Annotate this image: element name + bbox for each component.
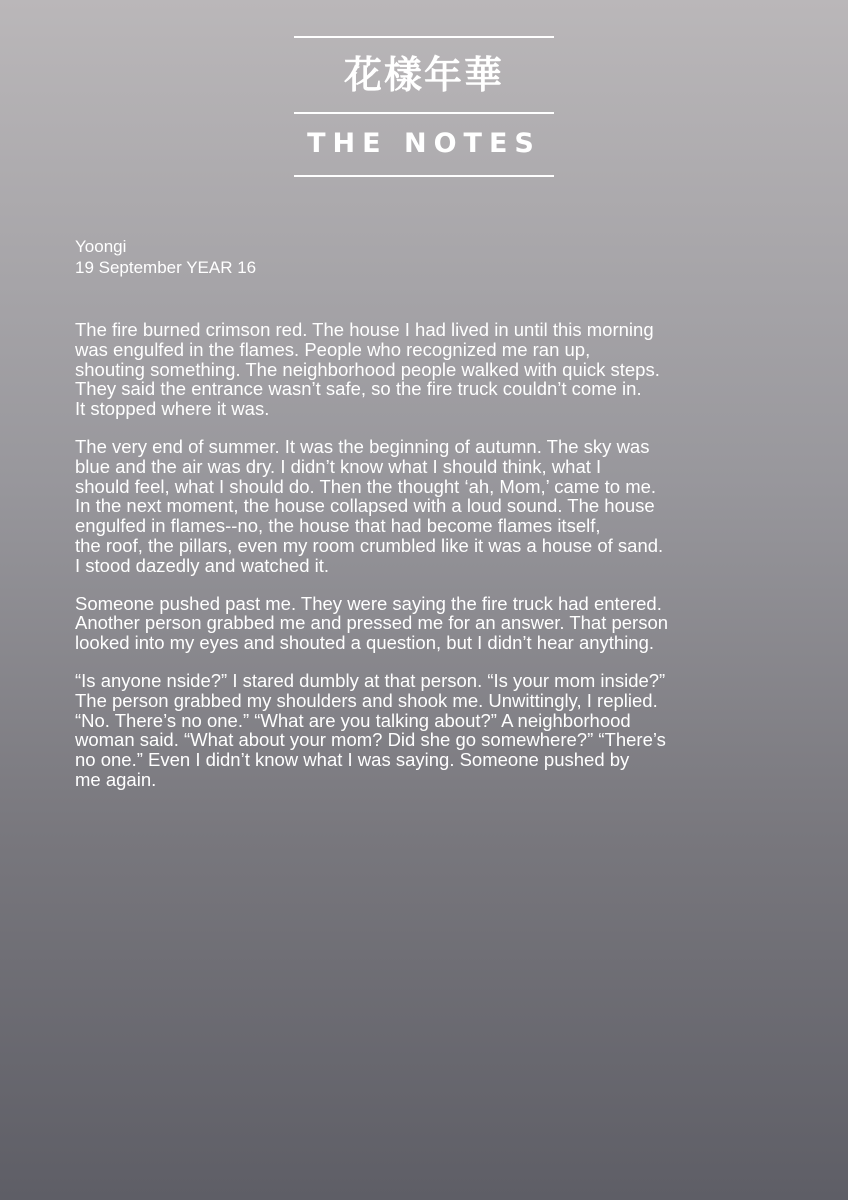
paragraph xyxy=(75,594,815,653)
text-line: It stopped where it was. xyxy=(75,398,270,420)
text-line: Someone pushed past me. They were saying the fire truck had entered. xyxy=(75,592,662,614)
paragraph xyxy=(75,671,815,790)
text-line: “Is anyone nside?” I stared dumbly at that person. “Is your mom inside?” xyxy=(75,669,666,691)
notes-subtitle: THE NOTES xyxy=(307,128,541,159)
text-line: engulfed in flames--no, the house that had become flames itself, xyxy=(75,515,601,537)
text-line: no one.” Even I didn’t know what I was saying. Someone pushed by xyxy=(75,749,630,771)
middle-divider xyxy=(294,112,554,114)
text-line: should feel, what I should do. Then the thought ‘ah, Mom,’ came to me. xyxy=(75,475,657,497)
notes-header xyxy=(294,36,554,178)
text-line: The person grabbed my shoulders and shook me. Unwittingly, I replied. xyxy=(75,689,658,711)
text-line: I stood dazedly and watched it. xyxy=(75,554,330,576)
text-line: Another person grabbed me and pressed me for an answer. That person xyxy=(75,612,669,634)
text-line: the roof, the pillars, even my room crumbled like it was a house of sand. xyxy=(75,534,664,556)
top-divider xyxy=(294,36,554,38)
text-line: They said the entrance wasn’t safe, so the fire truck couldn’t come in. xyxy=(75,378,642,400)
note-body xyxy=(75,320,815,808)
text-line: “No. There’s no one.” “What are you talking about?” A neighborhood xyxy=(75,709,631,731)
text-line: In the next moment, the house collapsed with a loud sound. The house xyxy=(75,495,655,517)
text-line: The very end of summer. It was the beginning of autumn. The sky was xyxy=(75,435,650,457)
text-line: looked into my eyes and shouted a question, but I didn’t hear anything. xyxy=(75,632,655,654)
text-line: blue and the air was dry. I didn’t know what I should think, what I xyxy=(75,455,602,477)
text-line: shouting something. The neighborhood people walked with quick steps. xyxy=(75,358,660,380)
note-meta xyxy=(75,236,256,278)
paragraph xyxy=(75,437,815,576)
paragraph xyxy=(75,320,815,419)
text-line: me again. xyxy=(75,768,157,790)
note-date: 19 September YEAR 16 xyxy=(75,258,257,277)
text-line: was engulfed in the flames. People who recognized me ran up, xyxy=(75,338,591,360)
author-name: Yoongi xyxy=(75,237,127,256)
bottom-divider xyxy=(294,175,554,177)
text-line: woman said. “What about your mom? Did she go somewhere?” “There’s xyxy=(75,729,666,751)
text-line: The fire burned crimson red. The house I had lived in until this morning xyxy=(75,319,654,340)
album-title: 花樣年華 xyxy=(343,53,504,97)
